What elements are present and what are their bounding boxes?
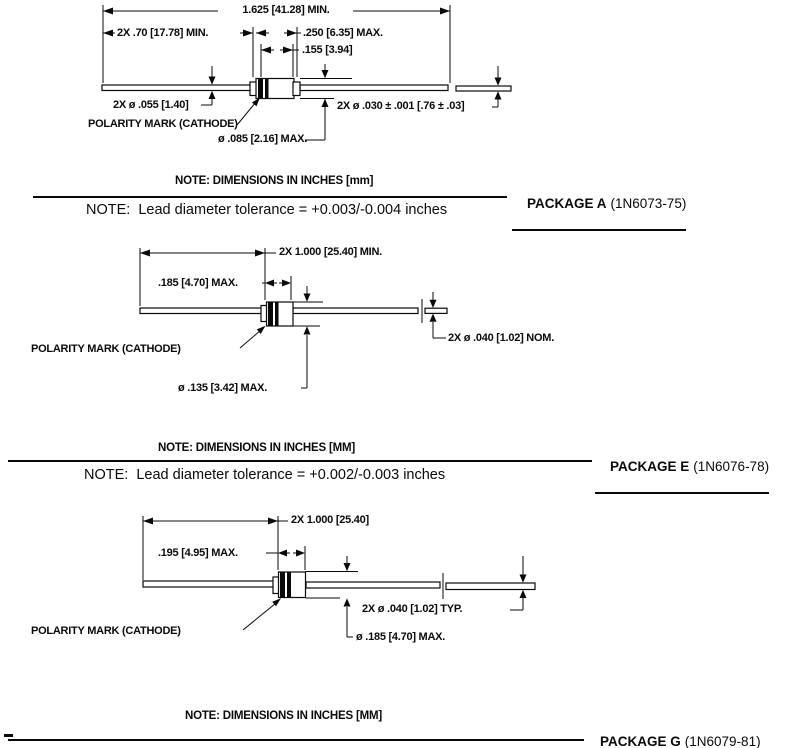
polarity-leader-g bbox=[243, 598, 281, 630]
dim-body-e bbox=[262, 280, 291, 287]
package-g-title-name: PACKAGE G bbox=[600, 733, 681, 748]
callout-body-dia-e: ø .135 [3.42] MAX. bbox=[178, 382, 268, 394]
package-e-title-name: PACKAGE E bbox=[610, 458, 690, 474]
callout-band-dia-a: 2X ø .055 [1.40] bbox=[113, 99, 189, 111]
package-e-title-range: (1N6076-78) bbox=[693, 458, 770, 474]
dim-body-g bbox=[266, 550, 305, 557]
note-tolerance-e: NOTE: Lead diameter tolerance = +0.002/-0.003 inches bbox=[84, 467, 446, 483]
dim-body-max-a bbox=[256, 30, 301, 37]
arrows-body-dia-g bbox=[344, 556, 354, 637]
package-a-title bbox=[512, 182, 686, 231]
lead-right-g bbox=[306, 582, 440, 588]
callout-body-dia-g: ø .185 [4.70] MAX. bbox=[356, 631, 446, 643]
lead-right-e bbox=[293, 308, 418, 314]
dim-label-body-a: .155 [3.94] bbox=[302, 44, 353, 56]
polarity-band-e bbox=[268, 302, 273, 326]
section-rule-a bbox=[33, 196, 507, 198]
lead-left-a bbox=[102, 85, 253, 91]
callout-polarity-g: POLARITY MARK (CATHODE) bbox=[31, 625, 181, 637]
dim-label-lead-length-g: 2X 1.000 [25.40] bbox=[291, 514, 369, 526]
note-units-e: NOTE: DIMENSIONS IN INCHES [MM] bbox=[158, 442, 355, 454]
lead-right-a bbox=[300, 85, 448, 91]
lead-detail-segment-g bbox=[446, 583, 535, 590]
arrows-body-dia-a bbox=[305, 64, 329, 140]
callout-lead-dia-g: 2X ø .040 [1.02] TYP. bbox=[362, 603, 463, 615]
package-g-title bbox=[585, 720, 761, 748]
dim-label-overall-a: 1.625 [41.28] MIN. bbox=[242, 4, 330, 16]
callout-polarity-e: POLARITY MARK (CATHODE) bbox=[31, 343, 181, 355]
note-units-g: NOTE: DIMENSIONS IN INCHES [MM] bbox=[185, 710, 382, 722]
dim-lead-length-g bbox=[143, 518, 288, 525]
callout-lead-dia-e: 2X ø .040 [1.02] NOM. bbox=[448, 332, 555, 344]
diode-body-g bbox=[273, 572, 306, 598]
package-e-title bbox=[595, 445, 769, 494]
lead-detail-segment-a bbox=[456, 86, 511, 91]
lead-left-g bbox=[143, 581, 278, 587]
diode-body-e bbox=[261, 302, 293, 326]
callout-lead-dia-a: 2X ø .030 ± .001 [.76 ± .03] bbox=[337, 100, 465, 112]
polarity-leader-a bbox=[237, 98, 260, 126]
polarity-leader-e bbox=[240, 326, 266, 348]
package-a-title-range: (1N6073-75) bbox=[610, 195, 687, 211]
package-g-drawing bbox=[143, 516, 535, 637]
polarity-band-g bbox=[280, 572, 285, 598]
dim-label-lead-length-e: 2X 1.000 [25.40] MIN. bbox=[279, 246, 382, 258]
left-margin-dash bbox=[4, 734, 13, 737]
note-tolerance-a: NOTE: Lead diameter tolerance = +0.003/-0.004 inches bbox=[86, 202, 448, 218]
dim-label-body-g: .195 [4.95] MAX. bbox=[158, 547, 238, 559]
dim-label-lead-length-a: 2X .70 [17.78] MIN. bbox=[117, 27, 209, 39]
arrows-body-dia-e bbox=[301, 286, 311, 388]
lead-detail-segment-e bbox=[425, 308, 447, 313]
callout-polarity-a: POLARITY MARK (CATHODE) bbox=[88, 118, 238, 130]
section-rule-g bbox=[8, 739, 584, 741]
package-a-title-name: PACKAGE A bbox=[527, 195, 607, 211]
lead-left-e bbox=[140, 308, 263, 314]
note-units-a: NOTE: DIMENSIONS IN INCHES [mm] bbox=[175, 175, 374, 187]
arrows-lead-dia-e bbox=[430, 292, 447, 338]
dim-lead-length-e bbox=[140, 250, 276, 257]
package-e-drawing bbox=[140, 248, 447, 388]
dim-label-body-max-a: .250 [6.35] MAX. bbox=[303, 27, 383, 39]
package-g-title-range: (1N6079-81) bbox=[684, 733, 761, 748]
section-rule-e bbox=[8, 460, 592, 462]
callout-body-dia-a: ø .085 [2.16] MAX. bbox=[218, 133, 308, 145]
diode-body-a bbox=[250, 79, 300, 99]
dim-label-body-e: .185 [4.70] MAX. bbox=[158, 277, 238, 289]
polarity-band-a bbox=[258, 79, 263, 99]
